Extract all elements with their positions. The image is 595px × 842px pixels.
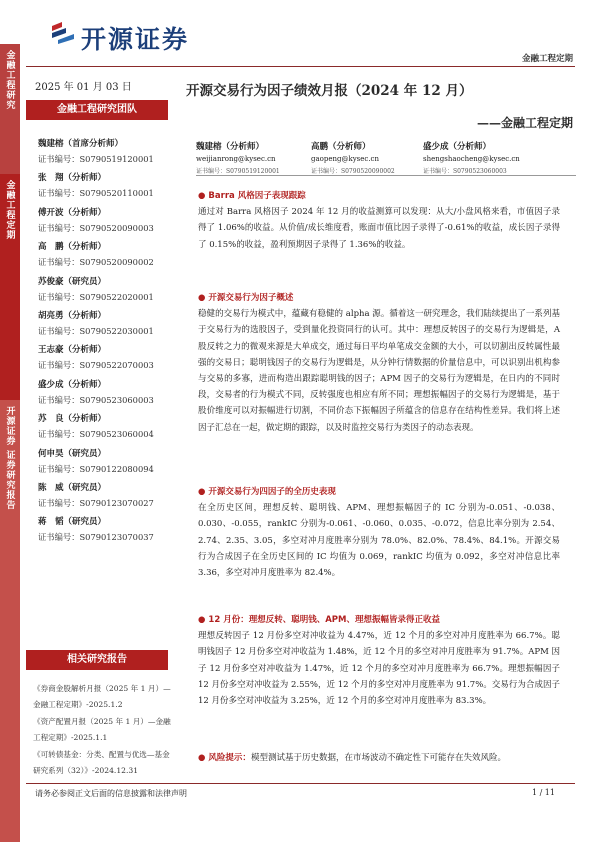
analyst-cert: 证书编号：S0790522020001 xyxy=(38,291,154,302)
report-subtitle: ——金融工程定期 xyxy=(476,116,573,130)
section-body: 模型测试基于历史数据，在市场波动不确定性下可能存在失效风险。 xyxy=(250,753,506,763)
page-number: 1 / 11 xyxy=(531,788,555,797)
author-cert: 证书编号：S0790523060003 xyxy=(423,168,507,175)
analyst-cert: 证书编号：S0790520110001 xyxy=(38,188,154,199)
author xyxy=(423,140,543,175)
analyst-item xyxy=(38,343,168,377)
analyst-item xyxy=(38,378,168,412)
bullet-icon: ● xyxy=(198,753,206,763)
analyst-item xyxy=(38,447,168,481)
related-report-link[interactable]: 《可转债基金：分类、配置与优选—基金研究系列（32）》-2024.12.31 xyxy=(33,750,170,775)
analyst-item xyxy=(38,206,168,240)
author-email[interactable]: gaopeng@kysec.cn xyxy=(311,155,379,163)
analyst-cert: 证书编号：S0790522070003 xyxy=(38,360,154,371)
related-list xyxy=(33,681,173,780)
section-barra xyxy=(198,188,560,253)
analyst-cert: 证书编号：S0790522030001 xyxy=(38,325,154,336)
bullet-icon: ● xyxy=(198,487,206,497)
section-risk xyxy=(198,750,560,766)
section-heading: 开源交易行为因子概述 xyxy=(208,293,294,303)
author-email[interactable]: weijianrong@kysec.cn xyxy=(196,155,276,163)
author-divider xyxy=(196,175,576,176)
section-body: 在全历史区间，理想反转、聪明钱、APM、理想振幅因子的 IC 分别为-0.051、-0.038、0.030、-0.055，rankIC 分别为-0.061、-0.060、0.035、-0.072，信息比率分别为 2.54、2.74、2.35、3.05，多空对冲月度胜率分别为 78.0%、82.0%、78.4%、84.1%。开源交易行为合成因子在全历史区间的 IC 均值为 0.069，rankIC 均值为 0.092，多空对冲信息比率 3.36，多空对冲月度胜率为 82.4%。 xyxy=(198,503,560,579)
section-overview xyxy=(198,290,560,436)
section-heading: 风险提示： xyxy=(208,753,251,763)
bullet-icon: ● xyxy=(198,293,206,303)
footer-divider xyxy=(26,783,575,784)
side-band-company: 开源证券 证券研究报告 xyxy=(0,400,20,842)
analyst-item xyxy=(38,171,168,205)
analyst-cert: 证书编号：S0790122080094 xyxy=(38,463,154,474)
related-report-link[interactable]: 《券商金股解析月报（2025 年 1 月）—金融工程定期》-2025.1.2 xyxy=(33,684,171,709)
analyst-list xyxy=(38,137,168,550)
analyst-name: 高 鹏（分析师） xyxy=(38,242,107,253)
analyst-name: 傅开波（分析师） xyxy=(38,207,107,218)
analyst-cert: 证书编号：S0790523060003 xyxy=(38,394,154,405)
author-cert: 证书编号：S0790520090002 xyxy=(311,168,395,175)
analyst-name: 陈 威（研究员） xyxy=(38,482,107,493)
analyst-cert: 证书编号：S0790123070027 xyxy=(38,497,154,508)
author xyxy=(311,140,431,175)
author xyxy=(196,140,316,175)
author-email[interactable]: shengshaocheng@kysec.cn xyxy=(423,155,520,163)
analyst-name: 蒋 韬（研究员） xyxy=(38,517,107,528)
analyst-name: 王志豪（分析师） xyxy=(38,345,107,356)
analyst-item xyxy=(38,481,168,515)
analyst-name: 张 翔（分析师） xyxy=(38,173,107,184)
author-name: 高鹏（分析师） xyxy=(311,142,371,152)
author-name: 魏建榕（分析师） xyxy=(196,142,265,152)
analyst-name: 苏 良（分析师） xyxy=(38,414,107,425)
report-title: 开源交易行为因子绩效月报（2024 年 12 月） xyxy=(186,83,473,99)
header-divider xyxy=(26,66,575,67)
analyst-item xyxy=(38,137,168,171)
analyst-cert: 证书编号：S0790520090002 xyxy=(38,257,154,268)
company-logo-text: 开源证券 xyxy=(81,25,190,54)
analyst-cert: 证书编号：S0790520090003 xyxy=(38,222,154,233)
logo-icon xyxy=(50,22,76,44)
team-title: 金融工程研究团队 xyxy=(26,100,168,120)
analyst-item xyxy=(38,515,168,549)
analyst-name: 魏建榕（首席分析师） xyxy=(38,139,124,149)
bullet-icon: ● xyxy=(198,615,206,625)
section-body: 通过对 Barra 风格因子 2024 年 12 月的收益测算可以发现：从大/小盘风格来看，市值因子录得了 1.06%的收益。从价值/成长维度看，账面市值比因子录得了-0.61%的收益，成长因子录得了 0.15%的收益，盈利预期因子录得了 1.36%的收益。 xyxy=(198,207,560,250)
disclaimer-link[interactable]: 请务必参阅正文后面的信息披露和法律声明 xyxy=(35,789,187,798)
analyst-item xyxy=(38,412,168,446)
analyst-cert: 证书编号：S0790123070037 xyxy=(38,532,154,543)
analyst-name: 苏俊豪（研究员） xyxy=(38,276,107,287)
side-band-research: 金融工程研究 xyxy=(0,44,20,174)
section-december xyxy=(198,612,560,709)
bullet-icon: ● xyxy=(198,191,206,201)
author-cert: 证书编号：S0790519120001 xyxy=(196,168,280,175)
report-date: 2025 年 01 月 03 日 xyxy=(35,82,132,93)
section-body: 稳健的交易行为模式中，蕴藏有稳健的 alpha 源。循着这一研究理念，我们陆续提出了一系列基于交易行为的选股因子，受到量化投资同行的认可。其中：理想反转因子的交易行为逻辑是，A 股反转之力的微观来源是大单成交，通过每日平均单笔成交金额的大小，可以切割出反转属性最强的交易日；聪明钱因子的交易行为逻辑是，从分钟行情数据的价量信息中，可以识别出机构参与交易的多寡，进而构造出跟踪聪明钱的因子；APM 因子的交易行为逻辑是，在日内的不同时段，交易者的行为模式不同，反转强度也相应有所不同；理想振幅因子的交易行为逻辑是，基于股价维度可以对振幅进行切割，不同价态下振幅因子所蕴含的信息存在结构性差异。我们将上述因子汇总在一起，做定期的跟踪，以及时监控交易行为类因子的动态表现。 xyxy=(198,309,560,433)
author-name: 盛少成（分析师） xyxy=(423,142,492,152)
analyst-name: 盛少成（分析师） xyxy=(38,379,107,390)
analyst-item xyxy=(38,309,168,343)
related-title: 相关研究报告 xyxy=(26,650,168,670)
section-heading: 开源交易行为四因子的全历史表现 xyxy=(208,487,336,497)
analyst-item xyxy=(38,275,168,309)
analyst-item xyxy=(38,240,168,274)
analyst-name: 胡亮勇（分析师） xyxy=(38,310,107,321)
side-band-periodic: 金融工程定期 xyxy=(0,174,20,400)
report-category: 金融工程定期 xyxy=(521,54,573,64)
analyst-cert: 证书编号：S0790523060004 xyxy=(38,429,154,440)
section-history xyxy=(198,484,560,581)
section-heading: Barra 风格因子表现跟踪 xyxy=(208,191,306,201)
related-report-link[interactable]: 《资产配置月报（2025 年 1 月）—金融工程定期》-2025.1.1 xyxy=(33,717,171,742)
analyst-name: 何申昊（研究员） xyxy=(38,448,107,459)
analyst-cert: 证书编号：S0790519120001 xyxy=(38,154,154,164)
section-body: 理想反转因子 12 月份多空对冲收益为 4.47%，近 12 个月的多空对冲月度胜率为 66.7%。聪明钱因子 12 月份多空对冲收益为 1.48%，近 12 个月的多空对冲月度胜率为 91.7%。APM 因子 12 月份多空对冲收益为 1.47%，近 12 个月的多空对冲月度胜率为 66.7%。理想振幅因子 12 月份多空对冲收益为 2.55%，近 12 个月的多空对冲月度胜率为 91.7%。交易行为合成因子 12 月份多空对冲收益为 3.25%，近 12 个月的多空对冲月度胜率为 83.3%。 xyxy=(198,631,560,707)
section-heading: 12 月份：理想反转、聪明钱、APM、理想振幅皆录得正收益 xyxy=(208,615,440,625)
